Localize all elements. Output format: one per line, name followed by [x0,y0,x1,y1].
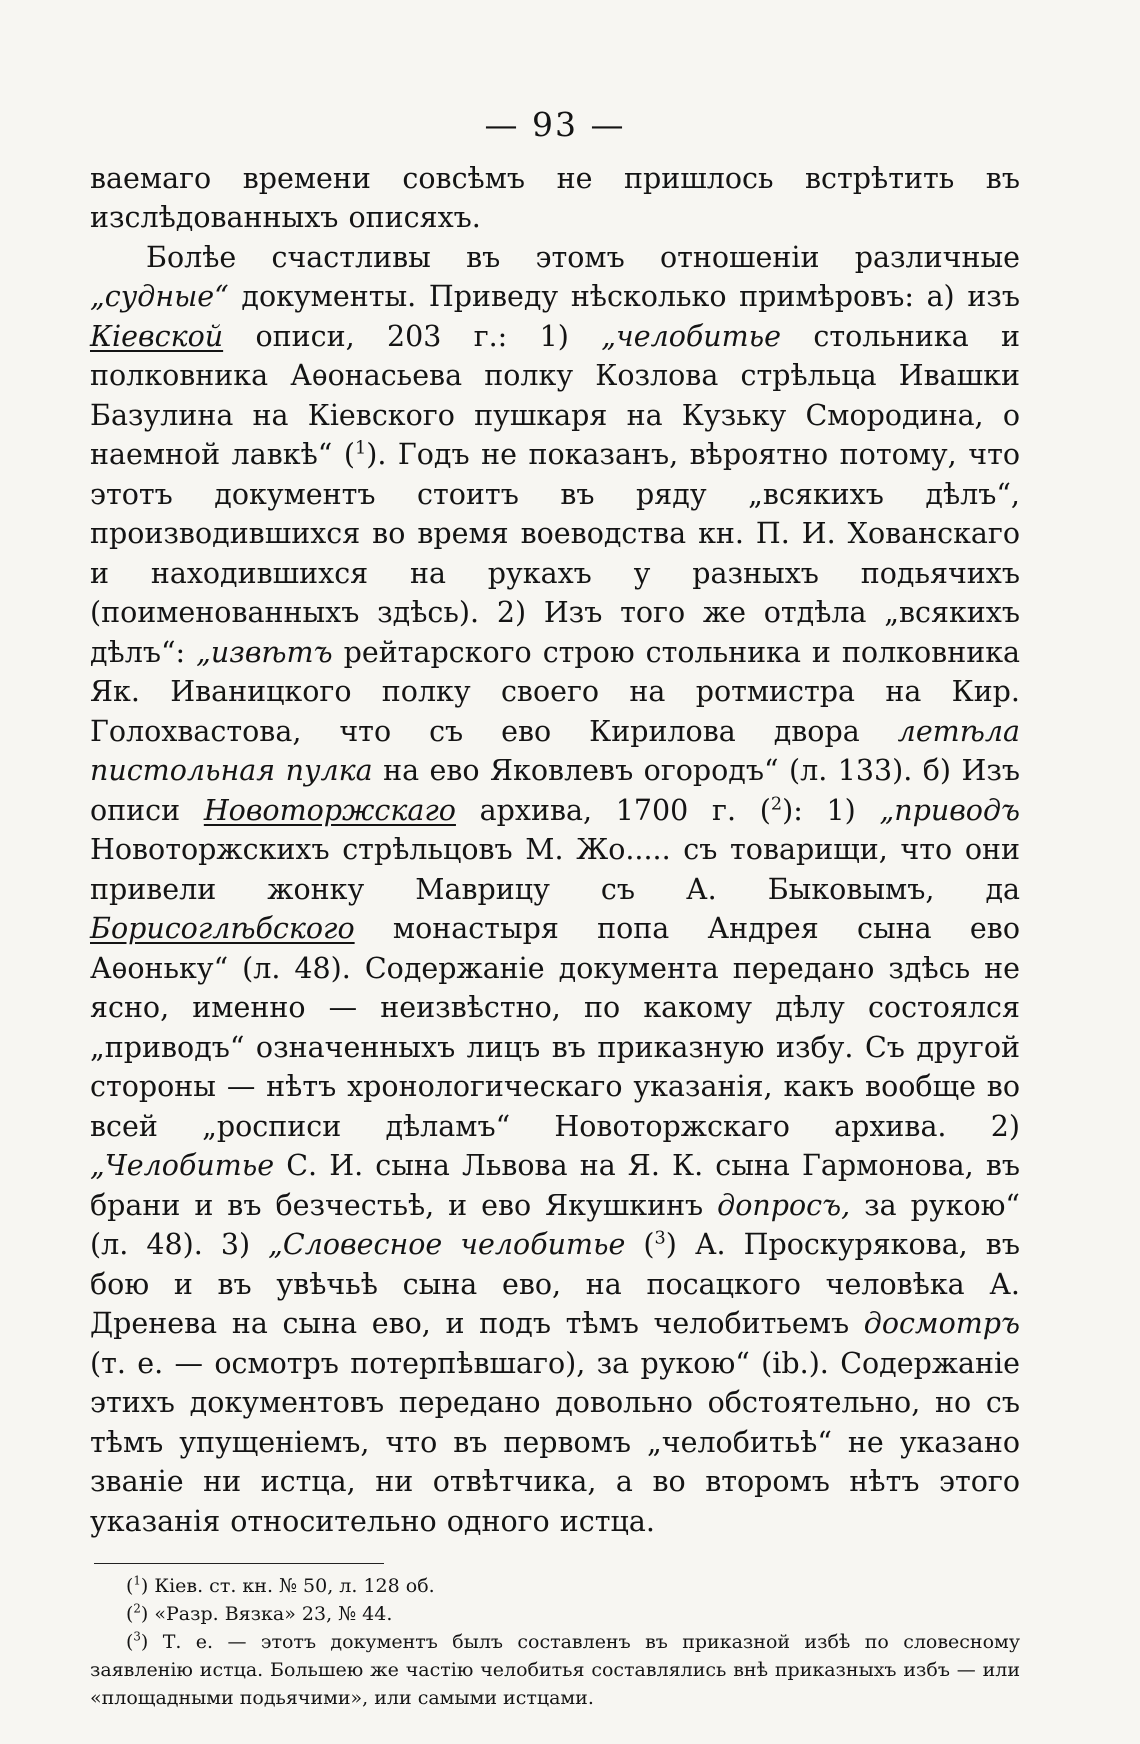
text-segment: рейтарского строю стольника и полковника Як. Иваницкого полку своего на ротмистра на Кир. Голохвастова, что съ ево Кирилова двора [90,635,1020,748]
footnote-mark: 3 [133,1629,141,1644]
text-segment: Болѣе счастливы въ этомъ отношеніи различные [146,240,1020,274]
footnote-3: ($^3$) Т. е. — этотъ документъ былъ составленъ въ приказной избѣ по словесному заявленію истца. Большею же частію челобитья составлялись внѣ приказныхъ избъ — или «площадными подьячими», или самыми истцами. [90,1629,1020,1710]
text-segment: монастыря попа Андрея сына ево Аѳоньку“ (л. 48). Содержаніе документа передано здѣсь не ясно, именно — неизвѣстно, по какому дѣлу состоялся „приводъ“ означенныхъ лицъ въ приказную избу. Съ другой стороны — нѣтъ хронологическаго указанія, какъ вообще во всей „росписи дѣламъ“ Новоторжскаго архива. 2) [90,912,1021,1143]
italic-term: „челобитье [601,319,782,353]
paragraph-continuation [90,159,1020,238]
footnote-text: «Разр. Вязка» 23, № 44. [154,1603,393,1626]
paragraph-text: ваемаго времени совсѣмъ не пришлось встрѣтить въ изслѣдованныхъ описяхъ. [90,161,1020,235]
paragraph-court-documents [90,238,1020,1542]
footnote-text: Т. е. — этотъ документъ былъ составленъ въ приказной избѣ по словесному заявленію истца. Большею же частію челобитья составлялись внѣ приказныхъ избъ — или «площадными подьячими», или самыми истцами. [90,1631,1020,1710]
text-segment: ): 1) [782,793,856,827]
footnote-1: ($^1$) Кіев. ст. кн. № 50, л. 128 об. [126,1573,435,1598]
underlined-term: Кіевской [90,319,224,353]
text-segment: (т. е. — осмотръ потерпѣвшаго), за рукою“ (ib.). Содержаніе этихъ документовъ передано довольно обстоятельно, но съ тѣмъ упущеніемъ, что въ первомъ „челобитьѣ“ не указано званіе ни истца, ни отвѣтчика, а во второмъ нѣтъ этого указанія относительно одного истца. [90,1346,1020,1538]
footnote-ref: 2 [770,794,783,815]
text-segment: документы. Приведу нѣсколько примѣровъ: а) изъ [241,280,1020,314]
footnote-divider [94,1563,384,1564]
text-segment: ( [643,1228,655,1262]
text-segment: ). Годъ не показанъ, вѣроятно потому, что этотъ документъ стоитъ въ ряду „всякихъ дѣлъ“, производившихся во время воеводства кн. П. И. Хованскаго и находившихся на рукахъ у разныхъ подьячихъ (поименованныхъ здѣсь). 2) Изъ того же отдѣла „всякихъ дѣлъ“: [90,438,1020,669]
italic-term: „судные“ [90,280,229,314]
italic-term: „приводъ [879,793,1021,827]
italic-term: „Словесное челобитье [268,1228,626,1262]
text-segment: ) А. Проскурякова, въ бою и въ увѣчьѣ сына ево, на посацкого человѣка А. Дренева на сына ево, и подъ тѣмъ челобитьемъ [90,1228,1020,1341]
italic-term: летѣла пистольная пулка [90,714,1020,788]
footnotes [90,1572,1020,1712]
text-segment: архива, 1700 г. ( [479,793,771,827]
text-segment: за рукою“ (л. 48). 3) [90,1188,1021,1262]
text-segment: на ево Яковлевъ огородъ“ (л. 133). б) Изъ описи [90,754,1020,827]
footnote-2: ($^2$) «Разр. Вязка» 23, № 44. [126,1601,393,1626]
page-number: — 93 — [484,105,626,144]
footnote-ref: 1 [355,438,367,459]
footnote-ref: 3 [654,1228,666,1249]
book-page [90,105,1020,1712]
underlined-term: Борисоглѣбского [90,912,355,946]
italic-term: „Челобитье [90,1149,275,1183]
footnote-mark: 1 [133,1573,141,1588]
main-text [90,159,1020,1542]
text-segment: описи, 203 г.: 1) [255,319,569,353]
text-segment: Новоторжскихъ стрѣльцовъ М. Жо..... съ товарищи, что они привели жонку Маврицу съ А. Быковымъ, да [90,833,1020,906]
text-segment: стольника и полковника Аѳонасьева полку Козлова стрѣльца Ивашки Базулина на Кіевского пушкаря на Кузьку Смородина, о наемной лавкѣ“ ( [90,319,1021,472]
footnote-mark: 2 [133,1601,141,1616]
italic-term: „извѣтъ [196,635,333,669]
italic-term: допросъ, [717,1188,851,1222]
text-segment: С. И. сына Львова на Я. К. сына Гармонова, въ брани и въ безчестьѣ, и ево Якушкинъ [90,1149,1020,1222]
italic-term: досмотръ [863,1307,1020,1341]
footnote-text: Кіев. ст. кн. № 50, л. 128 об. [154,1575,435,1598]
underlined-term: Новоторжскаго [203,793,456,827]
